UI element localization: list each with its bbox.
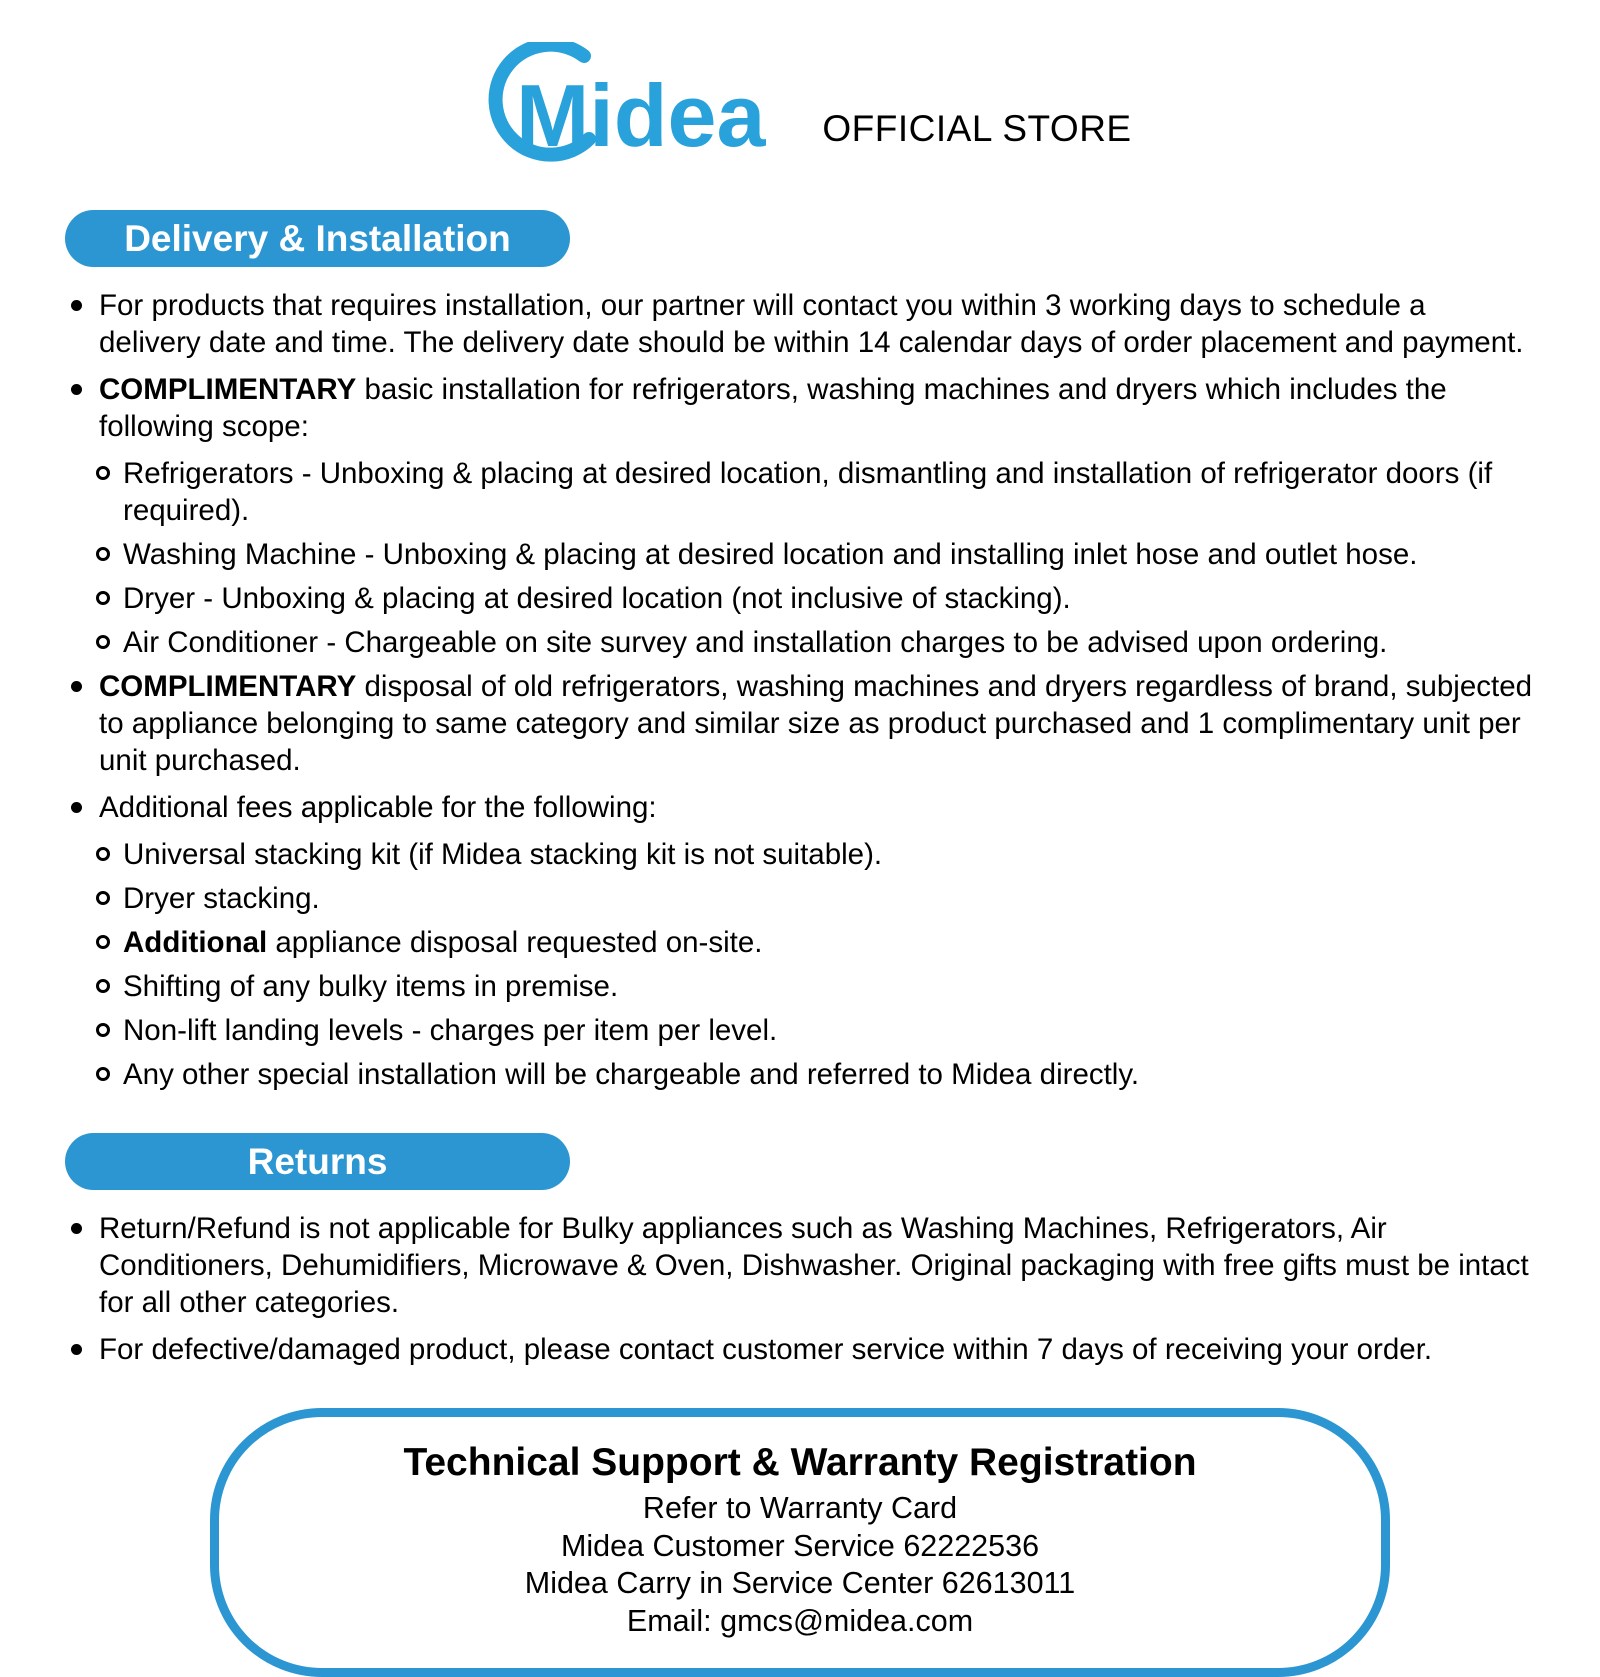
list-item-text: Non-lift landing levels - charges per item per level. <box>123 1014 778 1047</box>
open-circle-bullet-icon <box>96 979 110 993</box>
support-box-title: Technical Support & Warranty Registration <box>403 1441 1197 1484</box>
support-line-customer-service: Midea Customer Service 62222536 <box>560 1528 1040 1563</box>
returns-list <box>65 1210 1533 1368</box>
support-line-warranty-card: Refer to Warranty Card <box>642 1491 958 1525</box>
list-item <box>65 789 1533 826</box>
sub-list-item <box>96 536 1533 573</box>
list-item-text: Any other special installation will be chargeable and referred to Midea directly. <box>123 1058 1140 1091</box>
open-circle-bullet-icon <box>96 891 110 905</box>
section-title-delivery-installation: Delivery & Installation <box>65 210 570 267</box>
sub-list-item <box>96 836 1533 873</box>
list-item <box>65 371 1533 445</box>
midea-logo-icon <box>468 42 790 174</box>
technical-support-box <box>210 1408 1390 1677</box>
sub-list-item <box>96 580 1533 617</box>
section-title-returns: Returns <box>65 1133 570 1190</box>
filled-bullet-icon <box>71 1223 82 1234</box>
list-item-text: COMPLIMENTARY basic installation for refrigerators, washing machines and dryers which includes the following scope: <box>99 373 1447 443</box>
header <box>65 42 1535 174</box>
support-line-carry-in-center: Midea Carry in Service Center 62613011 <box>524 1566 1076 1600</box>
list-item-text: Universal stacking kit (if Midea stacking kit is not suitable). <box>123 838 883 871</box>
list-item-text: Washing Machine - Unboxing & placing at desired location and installing inlet hose and outlet hose. <box>123 538 1418 571</box>
list-item-text: Return/Refund is not applicable for Bulky appliances such as Washing Machines, Refrigerators, Air Conditioners, Dehumidifiers, Microwave & Oven, Dishwasher. Original packaging with free gifts must be intact for all other categories. <box>99 1212 1529 1319</box>
list-item-text: Additional appliance disposal requested on-site. <box>123 926 763 959</box>
list-item-text: Refrigerators - Unboxing & placing at desired location, dismantling and installation of refrigerator doors (if required). <box>123 457 1493 527</box>
list-item-text: Dryer - Unboxing & placing at desired location (not inclusive of stacking). <box>123 582 1071 615</box>
filled-bullet-icon <box>71 384 82 395</box>
sub-list-item <box>96 455 1533 529</box>
list-item-text: For defective/damaged product, please contact customer service within 7 days of receiving your order. <box>99 1333 1433 1366</box>
list-item-text: Shifting of any bulky items in premise. <box>123 970 619 1003</box>
open-circle-bullet-icon <box>96 635 110 649</box>
filled-bullet-icon <box>71 300 82 311</box>
filled-bullet-icon <box>71 681 82 692</box>
sub-list-item <box>96 1056 1533 1093</box>
open-circle-bullet-icon <box>96 935 110 949</box>
open-circle-bullet-icon <box>96 591 110 605</box>
sub-list-item <box>96 880 1533 917</box>
official-store-label: OFFICIAL STORE <box>822 108 1132 149</box>
list-item <box>65 1210 1533 1321</box>
list-item <box>65 668 1533 779</box>
open-circle-bullet-icon <box>96 466 110 480</box>
list-item <box>65 287 1533 361</box>
list-item-text: Air Conditioner - Chargeable on site survey and installation charges to be advised upon ordering. <box>123 626 1388 659</box>
list-item-text: Additional fees applicable for the following: <box>99 791 657 824</box>
open-circle-bullet-icon <box>96 847 110 861</box>
sub-list-item <box>96 924 1533 961</box>
sub-list-item <box>96 624 1533 661</box>
open-circle-bullet-icon <box>96 1067 110 1081</box>
list-item <box>65 1331 1533 1368</box>
list-item-text: For products that requires installation, our partner will contact you within 3 working days to schedule a delivery date and time. The delivery date should be within 14 calendar days of order placement and payment. <box>99 289 1524 359</box>
support-line-email: Email: gmcs@midea.com <box>626 1603 974 1638</box>
filled-bullet-icon <box>71 1344 82 1355</box>
open-circle-bullet-icon <box>96 547 110 561</box>
list-item-text: COMPLIMENTARY disposal of old refrigerators, washing machines and dryers regardless of brand, subjected to appliance belonging to same category and similar size as product purchased and 1 complimentary unit per unit purchased. <box>99 670 1533 777</box>
delivery-installation-list <box>65 287 1533 1093</box>
list-item-text: Dryer stacking. <box>123 882 320 915</box>
open-circle-bullet-icon <box>96 1023 110 1037</box>
sub-list-item <box>96 1012 1533 1049</box>
midea-logo-text: Midea <box>516 66 766 165</box>
sub-list-item <box>96 968 1533 1005</box>
filled-bullet-icon <box>71 802 82 813</box>
